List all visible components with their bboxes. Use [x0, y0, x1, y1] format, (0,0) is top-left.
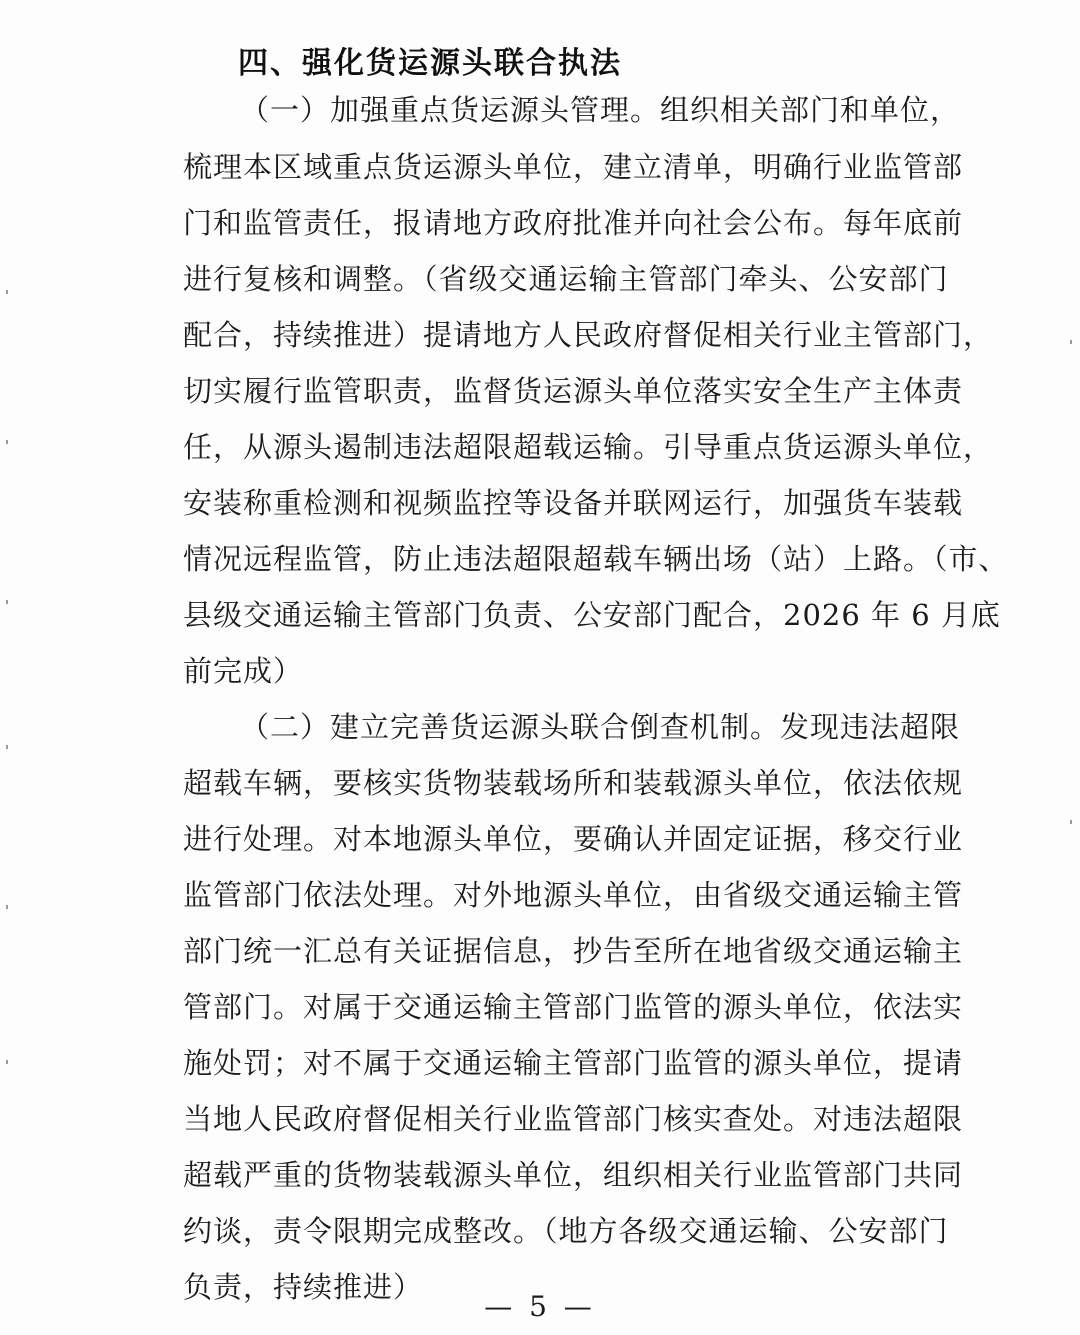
paragraph-line: 约谈，责令限期完成整改。（地方各级交通运输、公安部门	[183, 1214, 949, 1248]
paragraph-line: 施处罚；对不属于交通运输主管部门监管的源头单位，提请	[183, 1046, 964, 1080]
paragraph-line: 管部门。对属于交通运输主管部门监管的源头单位，依法实	[183, 990, 964, 1024]
scan-speck	[1070, 820, 1072, 824]
scan-speck	[1070, 340, 1072, 344]
scan-speck	[6, 905, 8, 909]
paragraph-line: 门和监管责任，报请地方政府批准并向社会公布。每年底前	[183, 206, 964, 240]
paragraph-line: 部门统一汇总有关证据信息，抄告至所在地省级交通运输主	[183, 934, 964, 968]
paragraph-line: 负责，持续推进）	[183, 1270, 424, 1304]
paragraph-line: 超载车辆，要核实货物装载场所和装载源头单位，依法依规	[183, 766, 964, 800]
paragraph-line: 监管部门依法处理。对外地源头单位，由省级交通运输主管	[183, 878, 964, 912]
paragraph-line: （二）建立完善货运源头联合倒查机制。发现违法超限	[240, 710, 961, 744]
scan-speck	[6, 1060, 8, 1064]
paragraph-line: 进行复核和调整。（省级交通运输主管部门牵头、公安部门	[183, 262, 949, 296]
scan-speck	[6, 440, 8, 444]
scan-speck	[6, 290, 8, 294]
paragraph-line: 当地人民政府督促相关行业监管部门核实查处。对违法超限	[183, 1102, 964, 1136]
paragraph-line: 安装称重检测和视频监控等设备并联网运行，加强货车装载	[183, 486, 964, 520]
paragraph-line: 进行处理。对本地源头单位，要确认并固定证据，移交行业	[183, 822, 964, 856]
paragraph-line: 切实履行监管职责，监督货运源头单位落实安全生产主体责	[183, 374, 964, 408]
paragraph-line: 县级交通运输主管部门负责、公安部门配合，2026 年 6 月底	[183, 598, 1001, 632]
paragraph-line: （一）加强重点货运源头管理。组织相关部门和单位，	[240, 93, 961, 127]
paragraph-line: 前完成）	[183, 654, 304, 688]
paragraph-line: 任，从源头遏制违法超限超载运输。引导重点货运源头单位，	[183, 430, 994, 464]
section-heading: 四、强化货运源头联合执法	[238, 46, 622, 81]
paragraph-line: 超载严重的货物装载源头单位，组织相关行业监管部门共同	[183, 1158, 964, 1192]
paragraph-line: 配合，持续推进）提请地方人民政府督促相关行业主管部门，	[183, 318, 994, 352]
scan-speck	[6, 745, 8, 749]
scan-speck	[6, 600, 8, 604]
paragraph-line: 情况远程监管，防止违法超限超载车辆出场（站）上路。（市、	[183, 542, 1009, 576]
page-number: — 5 —	[484, 1290, 596, 1323]
paragraph-line: 梳理本区域重点货运源头单位，建立清单，明确行业监管部	[183, 150, 964, 184]
